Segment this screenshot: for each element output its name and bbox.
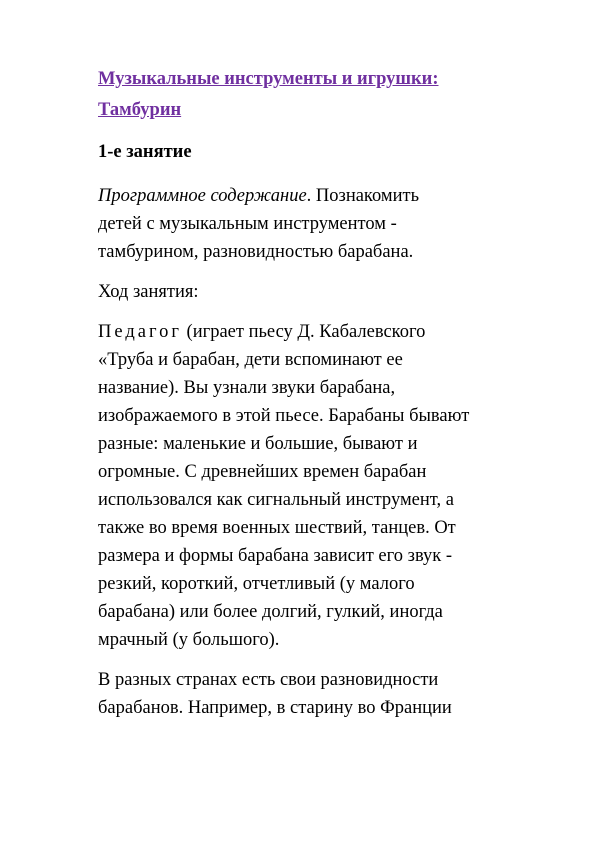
teacher-line-10: резкий, короткий, отчетливый (у малого: [98, 574, 415, 594]
document-page: [98, 64, 518, 722]
teacher-line-3: название). Вы узнали звуки барабана,: [98, 378, 396, 398]
program-line-3: тамбурином, разновидностью барабана.: [98, 242, 414, 262]
teacher-line-2: «Труба и барабан, дети вспоминают ее: [98, 350, 403, 370]
program-label: Программное содержание: [98, 186, 307, 206]
teacher-line-8: также во время военных шествий, танцев. От: [98, 518, 456, 538]
teacher-paragraph: [98, 318, 518, 654]
teacher-line-6: огромные. С древнейших времен барабан: [98, 462, 427, 482]
teacher-speaker: Педагог: [98, 322, 182, 342]
course-heading: Ход занятия:: [98, 282, 199, 302]
program-text-1: . Познакомить: [306, 186, 420, 206]
teacher-line-1: [98, 318, 518, 346]
teacher-line-12: мрачный (у большого).: [98, 630, 280, 650]
teacher-line-5: разные: маленькие и большие, бывают и: [98, 434, 418, 454]
lesson-heading: 1-е занятие: [98, 142, 192, 162]
closing-line-1: В разных странах есть свои разновидности: [98, 670, 439, 690]
title-line-1: Музыкальные инструменты и игрушки:: [98, 69, 439, 89]
closing-paragraph: [98, 666, 518, 722]
program-line-2: детей с музыкальным инструментом -: [98, 214, 397, 234]
teacher-line-7: использовался как сигнальный инструмент, а: [98, 490, 454, 510]
closing-line-2: барабанов. Например, в старину во Франции: [98, 698, 452, 718]
program-paragraph: [98, 182, 518, 266]
program-line-1: [98, 182, 518, 210]
teacher-line-1-rest: (играет пьесу Д. Кабалевского: [181, 322, 426, 342]
teacher-line-4: изображаемого в этой пьесе. Барабаны бывают: [98, 406, 470, 426]
teacher-line-11: барабана) или более долгий, гулкий, иногда: [98, 602, 443, 622]
teacher-line-9: размера и формы барабана зависит его звук -: [98, 546, 453, 566]
title-line-2: Тамбурин: [98, 100, 182, 120]
document-title: [98, 64, 518, 126]
